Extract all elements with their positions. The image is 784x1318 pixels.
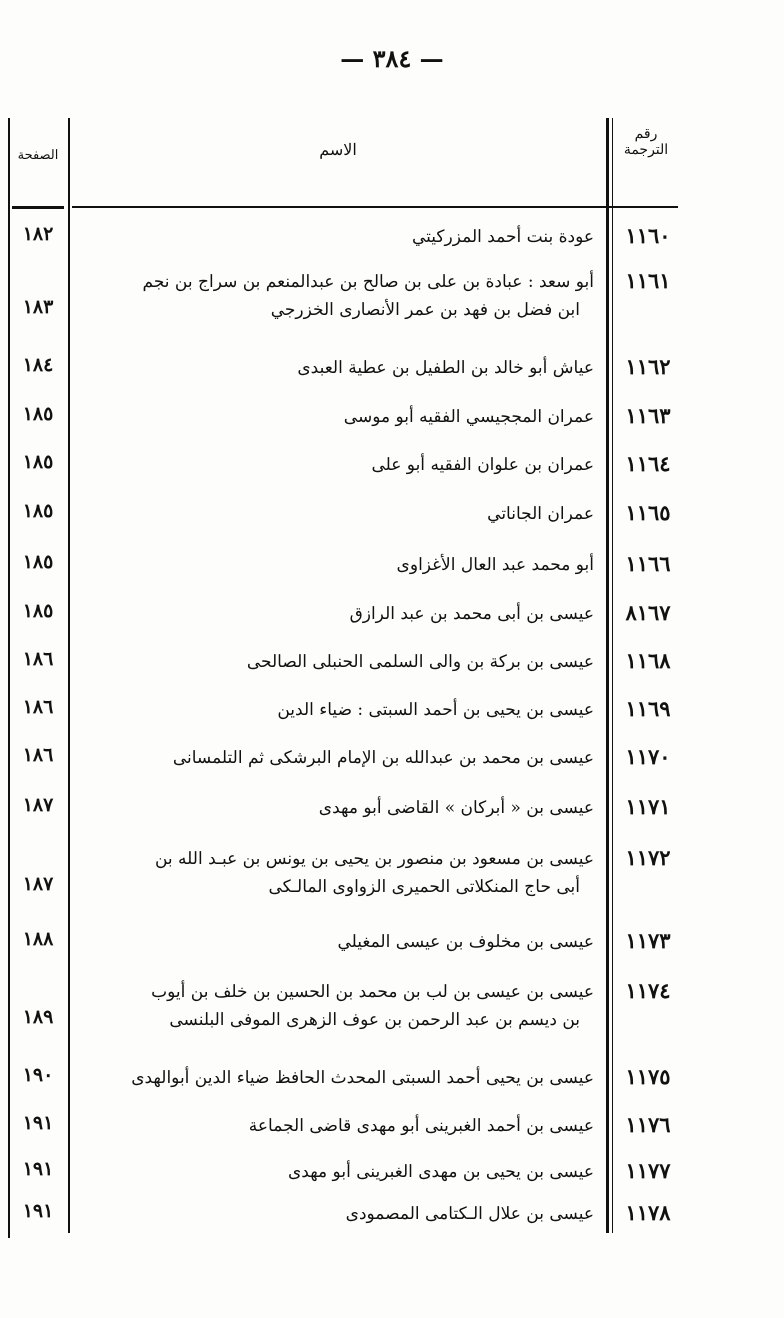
entry-name	[104, 978, 594, 1034]
entry-name	[104, 223, 594, 251]
entry-name-line: عيسى بن يحيى بن أحمد السبتى : ضياء الدين	[277, 700, 594, 720]
entry-page: ١٩٠	[22, 1064, 54, 1086]
entry-name-line: أبو سعد : عبادة بن على بن صالح بن عبدالمنعم بن سراج بن نجم	[142, 272, 594, 292]
entry-page: ١٨٧	[22, 873, 54, 895]
entry-page: ١٨٦	[22, 744, 54, 766]
entry-name-line: عمران بن علوان الفقيه أبو على	[371, 455, 594, 475]
entry-name	[104, 600, 594, 628]
entry-number: ١١٦١	[625, 268, 671, 293]
header-underline-page	[12, 206, 64, 209]
entry-name-line: عيسى بن مسعود بن منصور بن يحيى بن يونس بن عبـد الله بن	[154, 849, 594, 869]
entry-number: ١١٦٣	[625, 403, 671, 428]
entry-page: ١٨٥	[22, 500, 54, 522]
entry-name-line: عودة بنت أحمد المزركيتي	[412, 227, 594, 247]
page-number: — ٣٨٤ —	[340, 44, 444, 73]
entry-number: ١١٧١	[625, 794, 671, 819]
entry-name	[104, 744, 594, 772]
entry-name	[104, 648, 594, 676]
entry-name-line: بن ديسم بن عبد الرحمن بن عوف الزهرى الموفى البلنسى	[169, 1010, 580, 1030]
header-number: رقم الترجمة	[623, 126, 669, 158]
entry-name	[104, 500, 594, 528]
entry-name-line: عيسى بن مخلوف بن عيسى المغيلي	[337, 932, 594, 952]
entry-name-line: عيسى بن محمد بن عبدالله بن الإمام البرشكى ثم التلمسانى	[172, 748, 594, 768]
entry-page: ١٨٥	[22, 551, 54, 573]
entry-page: ١٨٨	[22, 928, 54, 950]
number-column-rule	[606, 118, 609, 1233]
entry-name	[104, 1200, 594, 1228]
entry-name-line: عيسى بن « أبركان » القاضى أبو مهدى	[318, 798, 594, 818]
entry-number: ٨١٦٧	[625, 600, 671, 625]
entry-number: ١١٦٢	[625, 354, 671, 379]
entry-name-line: عيسى بن يحيى أحمد السبتى المحدث الحافظ ضياء الدين أبوالهدى	[131, 1068, 594, 1088]
entry-number: ١١٧٠	[625, 744, 671, 769]
entry-name-line: أبى حاج المنكلاتى الحميرى الزواوى المالـكى	[268, 877, 580, 897]
entry-page: ١٨٥	[22, 451, 54, 473]
entry-name-line: عيسى بن يحيى بن مهدى الغبرينى أبو مهدى	[287, 1162, 594, 1182]
entry-page: ١٨٤	[22, 354, 54, 376]
entry-page: ١٨٦	[22, 696, 54, 718]
entry-page: ١٨٢	[22, 223, 54, 245]
entry-name	[104, 845, 594, 901]
entry-page: ١٨٥	[22, 403, 54, 425]
entry-name	[104, 268, 594, 324]
entry-name-line: عيسى بن علال الـكتامى المصمودى	[345, 1204, 594, 1224]
entry-name-line: عيسى بن أبى محمد بن عبد الرازق	[349, 604, 594, 624]
header-underline	[72, 206, 678, 208]
entry-number: ١١٧٦	[625, 1112, 671, 1137]
entry-name	[104, 403, 594, 431]
entry-page: ١٩١	[22, 1112, 54, 1134]
entry-number: ١١٧٨	[625, 1200, 671, 1225]
entry-name-line: عمران الجاناتي	[487, 504, 594, 524]
entry-name	[104, 354, 594, 382]
header-name: الاسم	[319, 140, 357, 159]
entry-number: ١١٧٧	[625, 1158, 671, 1183]
entry-name	[104, 696, 594, 724]
entry-name	[104, 1158, 594, 1186]
entry-page: ١٩١	[22, 1158, 54, 1180]
index-table	[8, 118, 678, 1238]
entry-number: ١١٧٥	[625, 1064, 671, 1089]
entry-page: ١٨٥	[22, 600, 54, 622]
entry-name	[104, 551, 594, 579]
entry-name-line: عيسى بن عيسى بن لب بن محمد بن الحسين بن خلف بن أيوب	[151, 982, 594, 1002]
entry-number: ١١٦٦	[625, 551, 671, 576]
entry-name-line: ابن فضل بن فهد بن عمر الأنصارى الخزرجي	[270, 300, 580, 320]
entry-name-line: عياش أبو خالد بن الطفيل بن عطية العبدى	[297, 358, 594, 378]
entry-page: ١٨٦	[22, 648, 54, 670]
entry-page: ١٨٣	[22, 296, 54, 318]
entry-number: ١١٧٢	[625, 845, 671, 870]
entry-name-line: أبو محمد عبد العال الأغزاوى	[396, 555, 594, 575]
entry-name	[104, 928, 594, 956]
entry-name-line: عمران المججيسي الفقيه أبو موسى	[343, 407, 594, 427]
entry-number: ١١٧٣	[625, 928, 671, 953]
entry-number: ١١٧٤	[625, 978, 671, 1003]
entry-number: ١١٦٠	[625, 223, 671, 248]
entry-name	[104, 1064, 594, 1092]
entry-page: ١٨٧	[22, 794, 54, 816]
entry-page: ١٨٩	[22, 1006, 54, 1028]
entry-number: ١١٦٩	[625, 696, 671, 721]
entry-name	[104, 794, 594, 822]
entry-number: ١١٦٨	[625, 648, 671, 673]
entry-number: ١١٦٥	[625, 500, 671, 525]
entry-number: ١١٦٤	[625, 451, 671, 476]
page-column-rule	[68, 118, 70, 1233]
entry-page: ١٩١	[22, 1200, 54, 1222]
header-page: الصفحة	[17, 148, 59, 163]
entry-name	[104, 1112, 594, 1140]
entry-name-line: عيسى بن أحمد الغبرينى أبو مهدى قاضى الجماعة	[248, 1116, 594, 1136]
entry-name	[104, 451, 594, 479]
number-column-rule-inner	[612, 118, 613, 1233]
entry-name-line: عيسى بن بركة بن والى السلمى الحنبلى الصالحى	[246, 652, 594, 672]
